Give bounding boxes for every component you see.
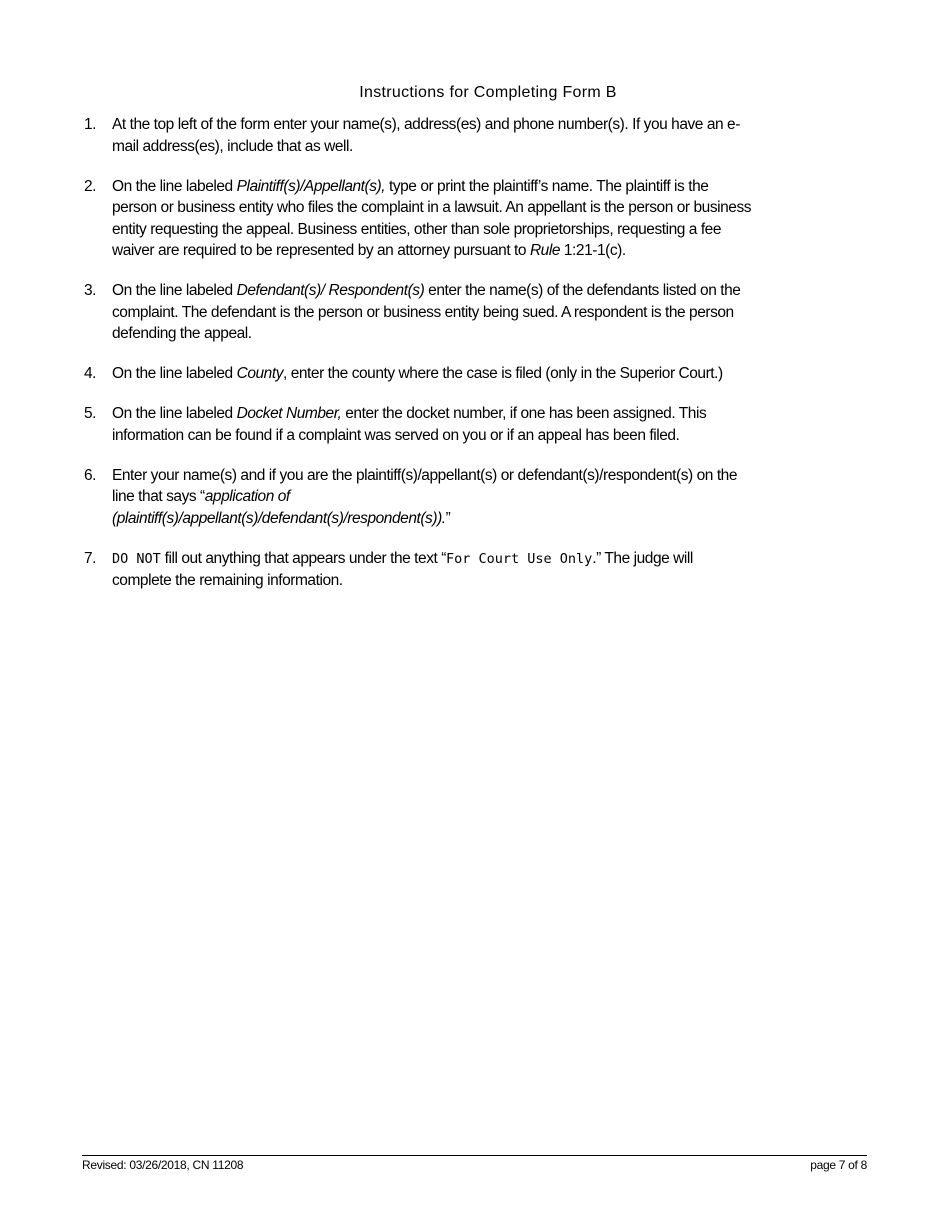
italic-text: Rule xyxy=(529,242,561,259)
text-line xyxy=(112,363,884,385)
item-number: 7. xyxy=(84,549,97,567)
revision-info: Revised: 03/26/2018, CN 11208 xyxy=(82,1158,244,1172)
text-line xyxy=(112,197,884,219)
text-segment: enter the docket number, if one has been assigned. This xyxy=(341,405,707,422)
text-segment: At the top left of the form enter your name(s), address(es) and phone number(s). If you have an e- xyxy=(112,116,740,133)
list-item xyxy=(84,465,884,530)
text-segment: enter the name(s) of the defendants listed on the xyxy=(424,282,741,299)
italic-text: Docket Number, xyxy=(236,405,342,422)
list-item xyxy=(84,176,884,262)
text-line xyxy=(112,548,884,571)
text-segment: On the line labeled xyxy=(112,365,237,382)
text-line xyxy=(112,425,884,447)
text-segment: defending the appeal. xyxy=(112,325,252,342)
italic-text: Defendant(s)/ Respondent(s) xyxy=(236,282,425,299)
text-segment: type or print the plaintiff’s name. The plaintiff is the xyxy=(385,177,709,195)
italic-text: Plaintiff(s)/Appellant(s), xyxy=(236,177,386,195)
italic-text: (plaintiff(s)/appellant(s)/defendant(s)/respondent(s)). xyxy=(112,509,446,527)
text-line xyxy=(112,465,884,487)
item-number: 2. xyxy=(84,177,97,195)
text-segment: fill out anything that appears under the text “ xyxy=(160,549,446,567)
page-footer xyxy=(82,1155,867,1172)
text-line xyxy=(112,240,884,262)
text-segment: DO NOT xyxy=(112,550,161,567)
text-line xyxy=(112,176,884,198)
text-line xyxy=(112,280,884,302)
item-number: 3. xyxy=(84,282,97,299)
text-segment: , enter the county where the case is filed (only in the Superior Court.) xyxy=(283,365,723,382)
text-segment: On the line labeled xyxy=(112,177,237,195)
text-line xyxy=(112,403,884,425)
text-line xyxy=(112,323,884,345)
text-segment: complete the remaining information. xyxy=(112,572,343,589)
text-segment: line that says “ xyxy=(112,488,205,505)
page-number: page 7 of 8 xyxy=(810,1158,867,1172)
text-line xyxy=(112,570,884,592)
text-segment: Enter your name(s) and if you are the plaintiff(s)/appellant(s) or defendant(s)/respondent(s) on the xyxy=(112,466,738,484)
text-segment: waiver are required to be represented by an attorney pursuant to xyxy=(112,242,530,259)
italic-text: County xyxy=(236,365,283,382)
text-segment: person or business entity who files the complaint in a lawsuit. An appellant is the person or business xyxy=(112,199,752,216)
text-segment: ” xyxy=(445,509,451,527)
text-line xyxy=(112,219,884,241)
text-segment: On the line labeled xyxy=(112,282,237,299)
text-line xyxy=(112,486,884,508)
text-segment: For Court Use Only xyxy=(445,550,593,567)
text-segment: information can be found if a complaint was served on you or if an appeal has been filed. xyxy=(112,426,680,444)
list-item xyxy=(84,114,884,157)
list-item xyxy=(84,403,884,446)
item-number: 5. xyxy=(84,405,97,422)
item-number: 4. xyxy=(84,365,97,382)
instructions-list xyxy=(84,114,884,610)
text-line xyxy=(112,302,884,324)
text-segment: On the line labeled xyxy=(112,405,237,422)
text-line xyxy=(112,114,884,136)
list-item xyxy=(84,548,884,592)
text-segment: mail address(es), include that as well. xyxy=(112,137,353,155)
list-item xyxy=(84,280,884,345)
text-segment: complaint. The defendant is the person or business entity being sued. A respondent is the person xyxy=(112,303,734,321)
text-line xyxy=(112,136,884,158)
text-line xyxy=(112,508,884,530)
text-segment: 1:21-1(c). xyxy=(560,242,626,259)
item-number: 6. xyxy=(84,466,97,484)
list-item xyxy=(84,363,884,385)
text-segment: entity requesting the appeal. Business entities, other than sole proprietorships, requesting a fee xyxy=(112,220,722,238)
item-number: 1. xyxy=(84,116,97,133)
text-segment: .” The judge will xyxy=(592,549,693,567)
italic-text: application of xyxy=(204,488,290,505)
page-title: Instructions for Completing Form B xyxy=(359,84,617,101)
